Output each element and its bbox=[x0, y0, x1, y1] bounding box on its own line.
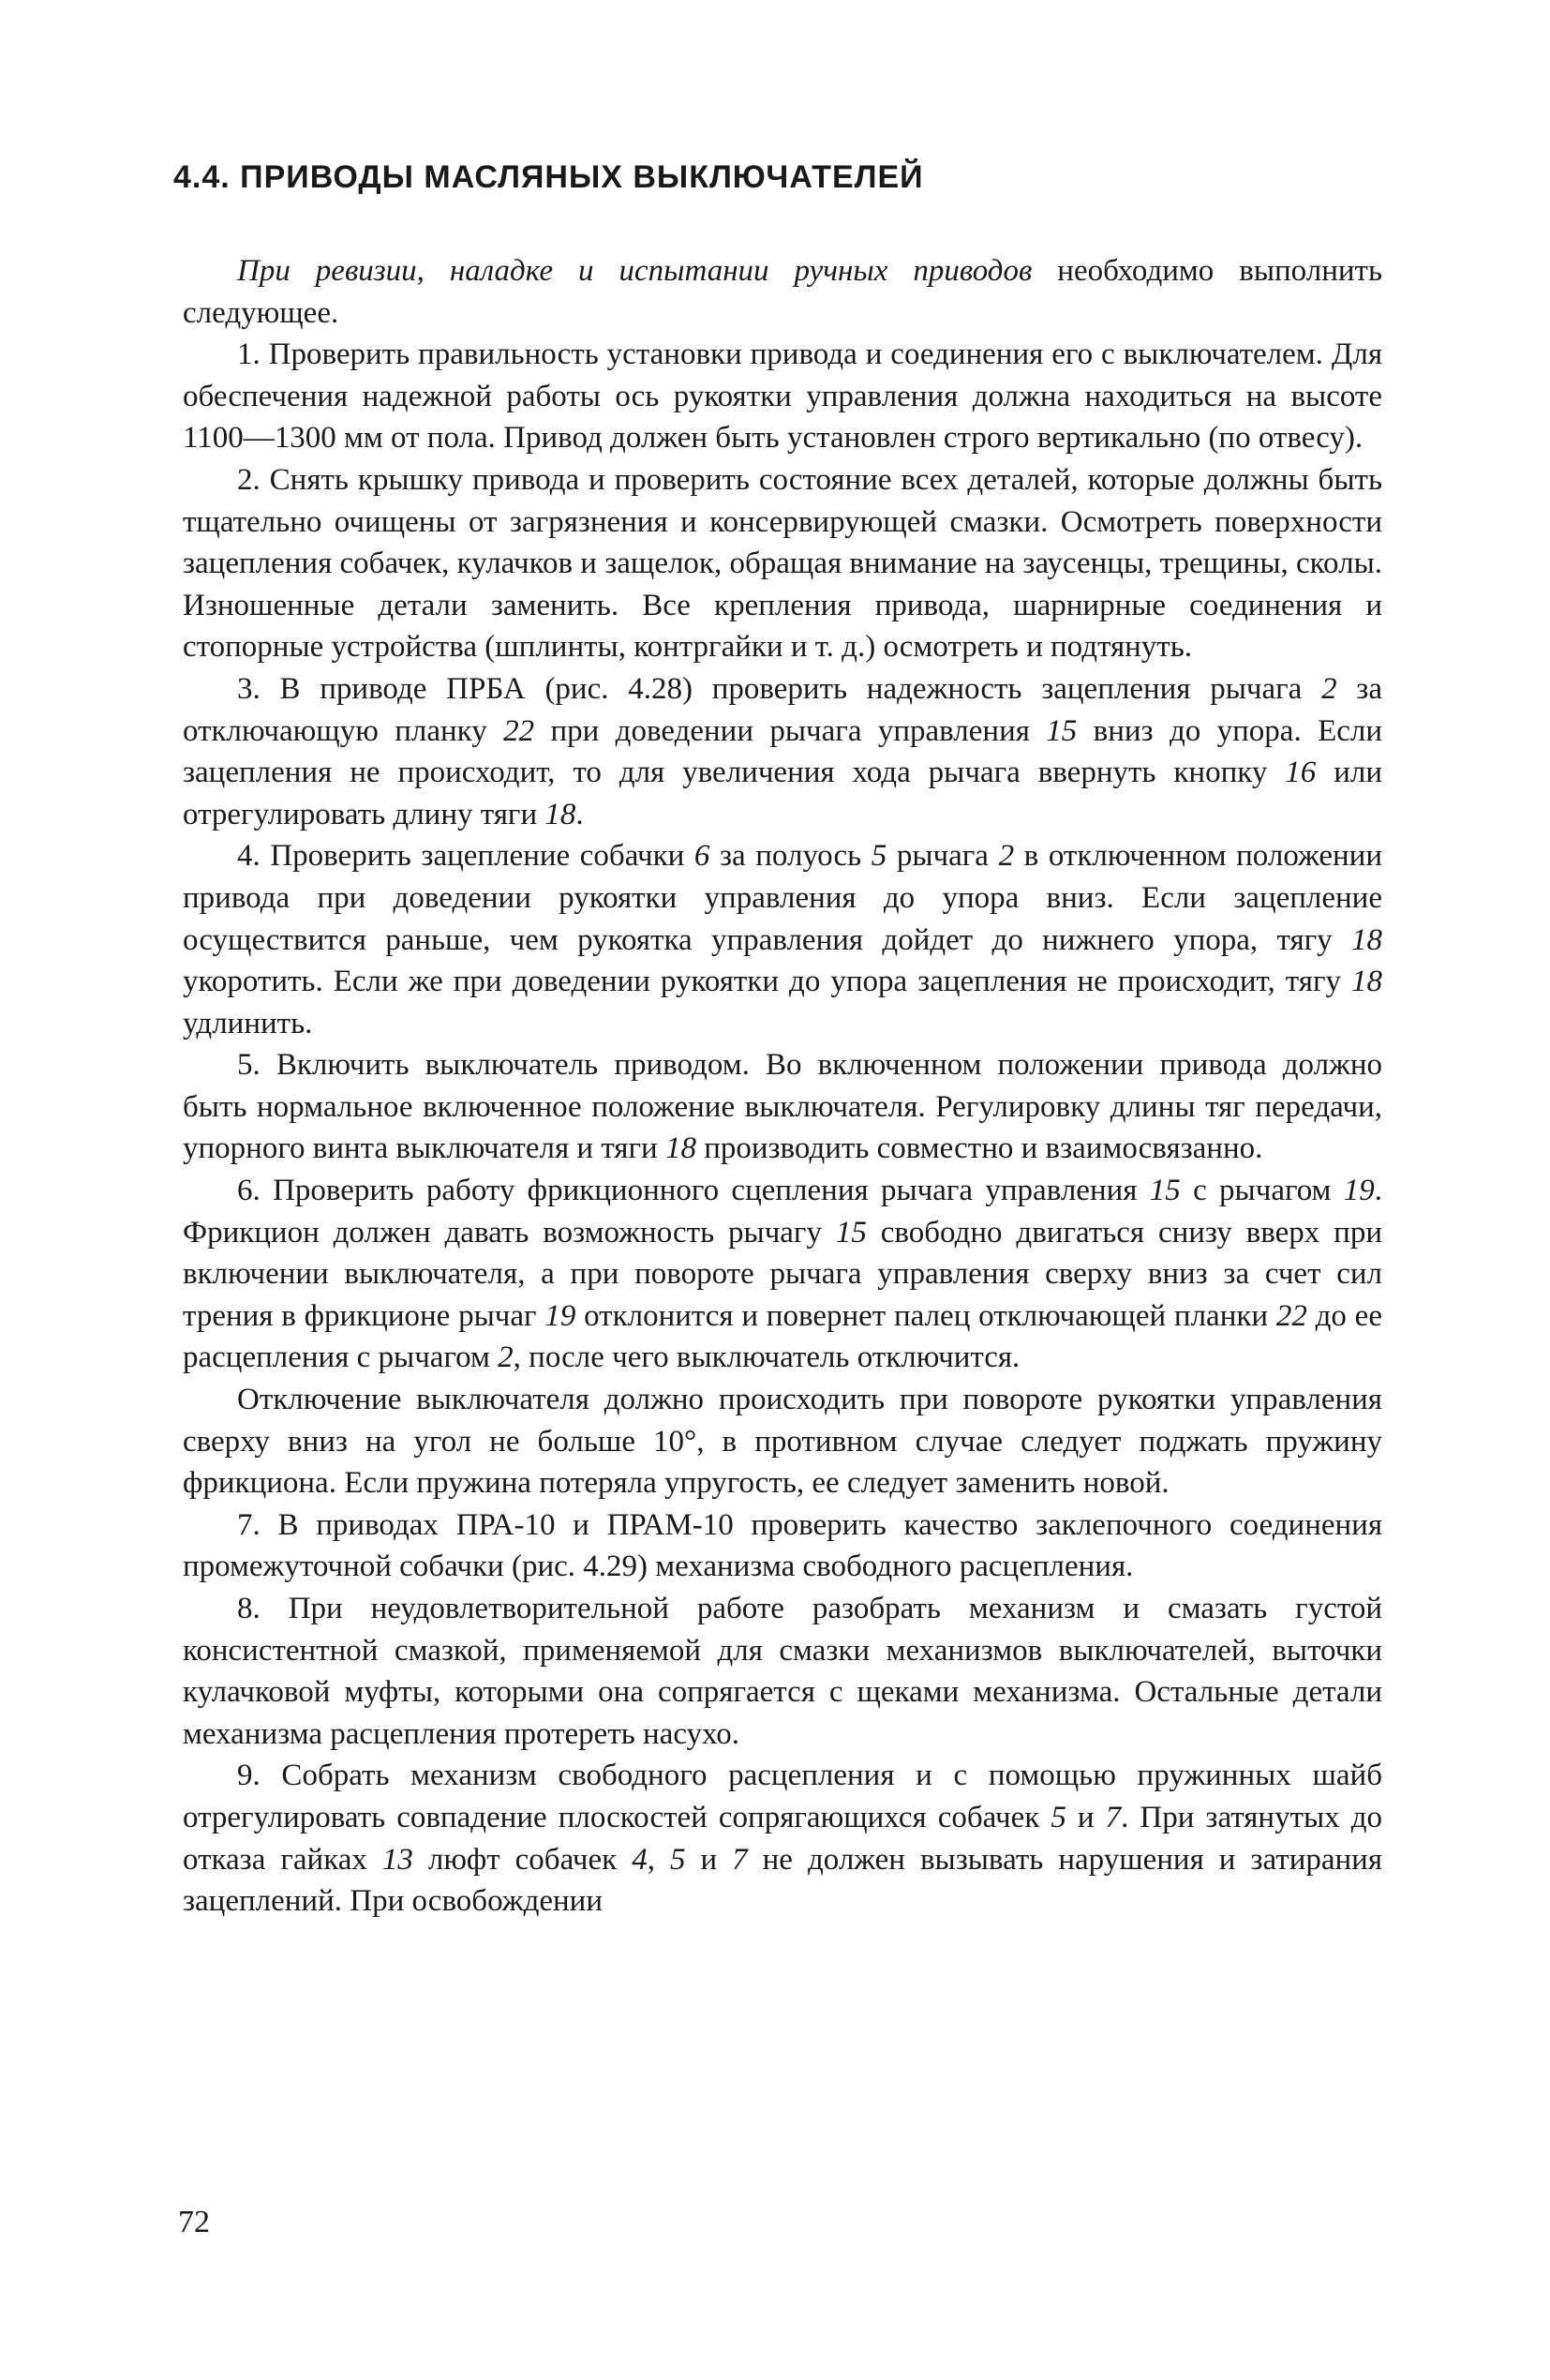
text-run: 5. Включить выключатель приводом. Во включенном положении привода должно быть нормальное включенное положение выключателя. Регулировку длины тяг передачи, упорного винта выключателя и тяги bbox=[183, 1048, 1382, 1166]
text-run: . Фрикцион должен давать возможность рычагу bbox=[183, 1174, 1383, 1250]
item-5-paragraph bbox=[183, 1044, 1382, 1170]
text-run: люфт собачек bbox=[412, 1842, 633, 1877]
text-run: до ее расцепления с рычагом bbox=[183, 1298, 1382, 1375]
ref-number: 22 bbox=[503, 713, 535, 748]
text-run: 9. Собрать механизм свободного расцепления и с помощью пружинных шайб отрегулировать совпадение плоскостей сопрягающихся собачек bbox=[183, 1759, 1382, 1834]
ref-number: 19 bbox=[1343, 1174, 1375, 1208]
ref-number: 2 bbox=[498, 1340, 514, 1375]
ref-number: 5 bbox=[871, 839, 887, 874]
text-run: 4. Проверить зацепление собачки bbox=[237, 839, 694, 874]
item-8-paragraph: 8. При неудовлетворительной работе разобрать механизм и смазать густой консистентной смазкой, применяемой для смазки механизмов выключателей, выточки кулачковой муфты, которыми она сопрягается с щеками механизма. Остальные детали механизма расцепления протереть насухо. bbox=[183, 1592, 1382, 1751]
page-body bbox=[173, 159, 1383, 1923]
section-heading: 4.4. ПРИВОДЫ МАСЛЯНЫХ ВЫКЛЮЧАТЕЛЕЙ bbox=[173, 159, 924, 195]
text-run: и bbox=[1066, 1800, 1106, 1834]
text-run: производить совместно и взаимосвязанно. bbox=[695, 1131, 1263, 1166]
ref-number: 19 bbox=[544, 1298, 576, 1333]
ref-number: 2 bbox=[998, 839, 1015, 874]
text-run: при доведении рычага управления bbox=[534, 713, 1047, 748]
text-run: вниз до упора. Если зацепления не происходит, то для увеличения хода рычага ввернуть кнопку bbox=[183, 713, 1382, 790]
ref-number: 18 bbox=[1351, 922, 1382, 957]
ref-number: 18 bbox=[1351, 965, 1382, 999]
text-run: за полуось bbox=[709, 839, 872, 874]
item-9-paragraph bbox=[183, 1755, 1382, 1922]
text-run: укоротить. Если же при доведении рукоятки до упора зацепления не происходит, тягу bbox=[183, 965, 1351, 999]
intro-lead: При ревизии, наладке и испытании ручных приводов bbox=[237, 254, 1033, 288]
text-run: 6. Проверить работу фрикционного сцепления рычага управления bbox=[237, 1174, 1150, 1208]
text-run: и bbox=[685, 1842, 733, 1877]
text-run: рычага bbox=[887, 839, 999, 874]
item-6-paragraph bbox=[183, 1170, 1382, 1379]
text-run: . При затянутых до отказа гайках bbox=[183, 1800, 1383, 1877]
text-run: отклонится и повернет палец отключающей планки bbox=[575, 1298, 1276, 1333]
ref-number: 16 bbox=[1285, 756, 1317, 790]
item-7-paragraph: 7. В приводах ПРА-10 и ПРАМ-10 проверить качество заклепочного соединения промежуточной собачки (рис. 4.29) механизма свободного расцепления. bbox=[183, 1507, 1382, 1584]
item-3-paragraph bbox=[183, 668, 1382, 835]
text-run: или отрегулировать длину тяги bbox=[183, 756, 1382, 831]
text-run: не должен вызывать нарушения и затирания зацеплений. При освобождении bbox=[183, 1842, 1382, 1919]
item-6-continuation-paragraph: Отключение выключателя должно происходить при повороте рукоятки управления сверху вниз на угол не больше 10°, в противном случае следует поджать пружину фрикциона. Если пружина потеряла упругость, ее следует заменить новой. bbox=[183, 1383, 1382, 1501]
item-2-paragraph: 2. Снять крышку привода и проверить состояние всех деталей, которые должны быть тщательно очищены от загрязнения и консервирующей смазки. Осмотреть поверхности зацепления собачек, кулачков и защелок, обращая внимание на заусенцы, трещины, сколы. Изношенные детали заменить. Все крепления привода, шарнирные соединения и стопорные устройства (шплинты, контргайки и т. д.) осмотреть и подтянуть. bbox=[183, 462, 1382, 665]
item-4-paragraph bbox=[183, 835, 1382, 1044]
ref-number: 18 bbox=[544, 797, 576, 831]
ref-number: 22 bbox=[1275, 1298, 1307, 1333]
text-run: за отключающую планку bbox=[183, 671, 1382, 748]
ref-number: 15 bbox=[1149, 1174, 1181, 1208]
text-run: . bbox=[575, 797, 584, 831]
text-run: свободно двигаться снизу вверх при включении выключателя, а при повороте рычага управления сверху вниз за счет сил трения в фрикционе рычаг bbox=[183, 1215, 1382, 1333]
ref-number: 6 bbox=[693, 839, 710, 874]
text-run: удлинить. bbox=[183, 1006, 313, 1040]
text-run: , bbox=[647, 1842, 670, 1877]
ref-number: 4 bbox=[632, 1842, 648, 1877]
page-number: 72 bbox=[178, 2205, 210, 2239]
ref-number: 7 bbox=[732, 1842, 748, 1877]
ref-number: 15 bbox=[1046, 713, 1078, 748]
text-run: в отключенном положении привода при доведении рукоятки управления до упора вниз. Если зацепление осуществится раньше, чем рукоятка управления дойдет до нижнего упора, тягу bbox=[183, 839, 1382, 957]
ref-number: 13 bbox=[381, 1842, 413, 1877]
ref-number: 2 bbox=[1321, 671, 1337, 706]
text-run: , после чего выключатель отключится. bbox=[513, 1340, 1021, 1375]
intro-rest: необходимо выполнить следующее. bbox=[183, 254, 1382, 330]
text-run: с рычагом bbox=[1180, 1174, 1344, 1208]
ref-number: 5 bbox=[1051, 1800, 1066, 1834]
intro-paragraph bbox=[183, 250, 1382, 334]
text-run: 3. В приводе ПРБА (рис. 4.28) проверить надежность зацепления рычага bbox=[237, 671, 1322, 706]
ref-number: 7 bbox=[1105, 1800, 1122, 1834]
item-1-paragraph: 1. Проверить правильность установки привода и соединения его с выключателем. Для обеспечения надежной работы ось рукоятки управления должна находиться на высоте 1100—1300 мм от пола. Привод должен быть установлен строго вертикально (по отвесу). bbox=[183, 337, 1382, 456]
ref-number: 15 bbox=[835, 1215, 867, 1250]
ref-number: 18 bbox=[664, 1131, 696, 1166]
ref-number: 5 bbox=[669, 1842, 686, 1877]
